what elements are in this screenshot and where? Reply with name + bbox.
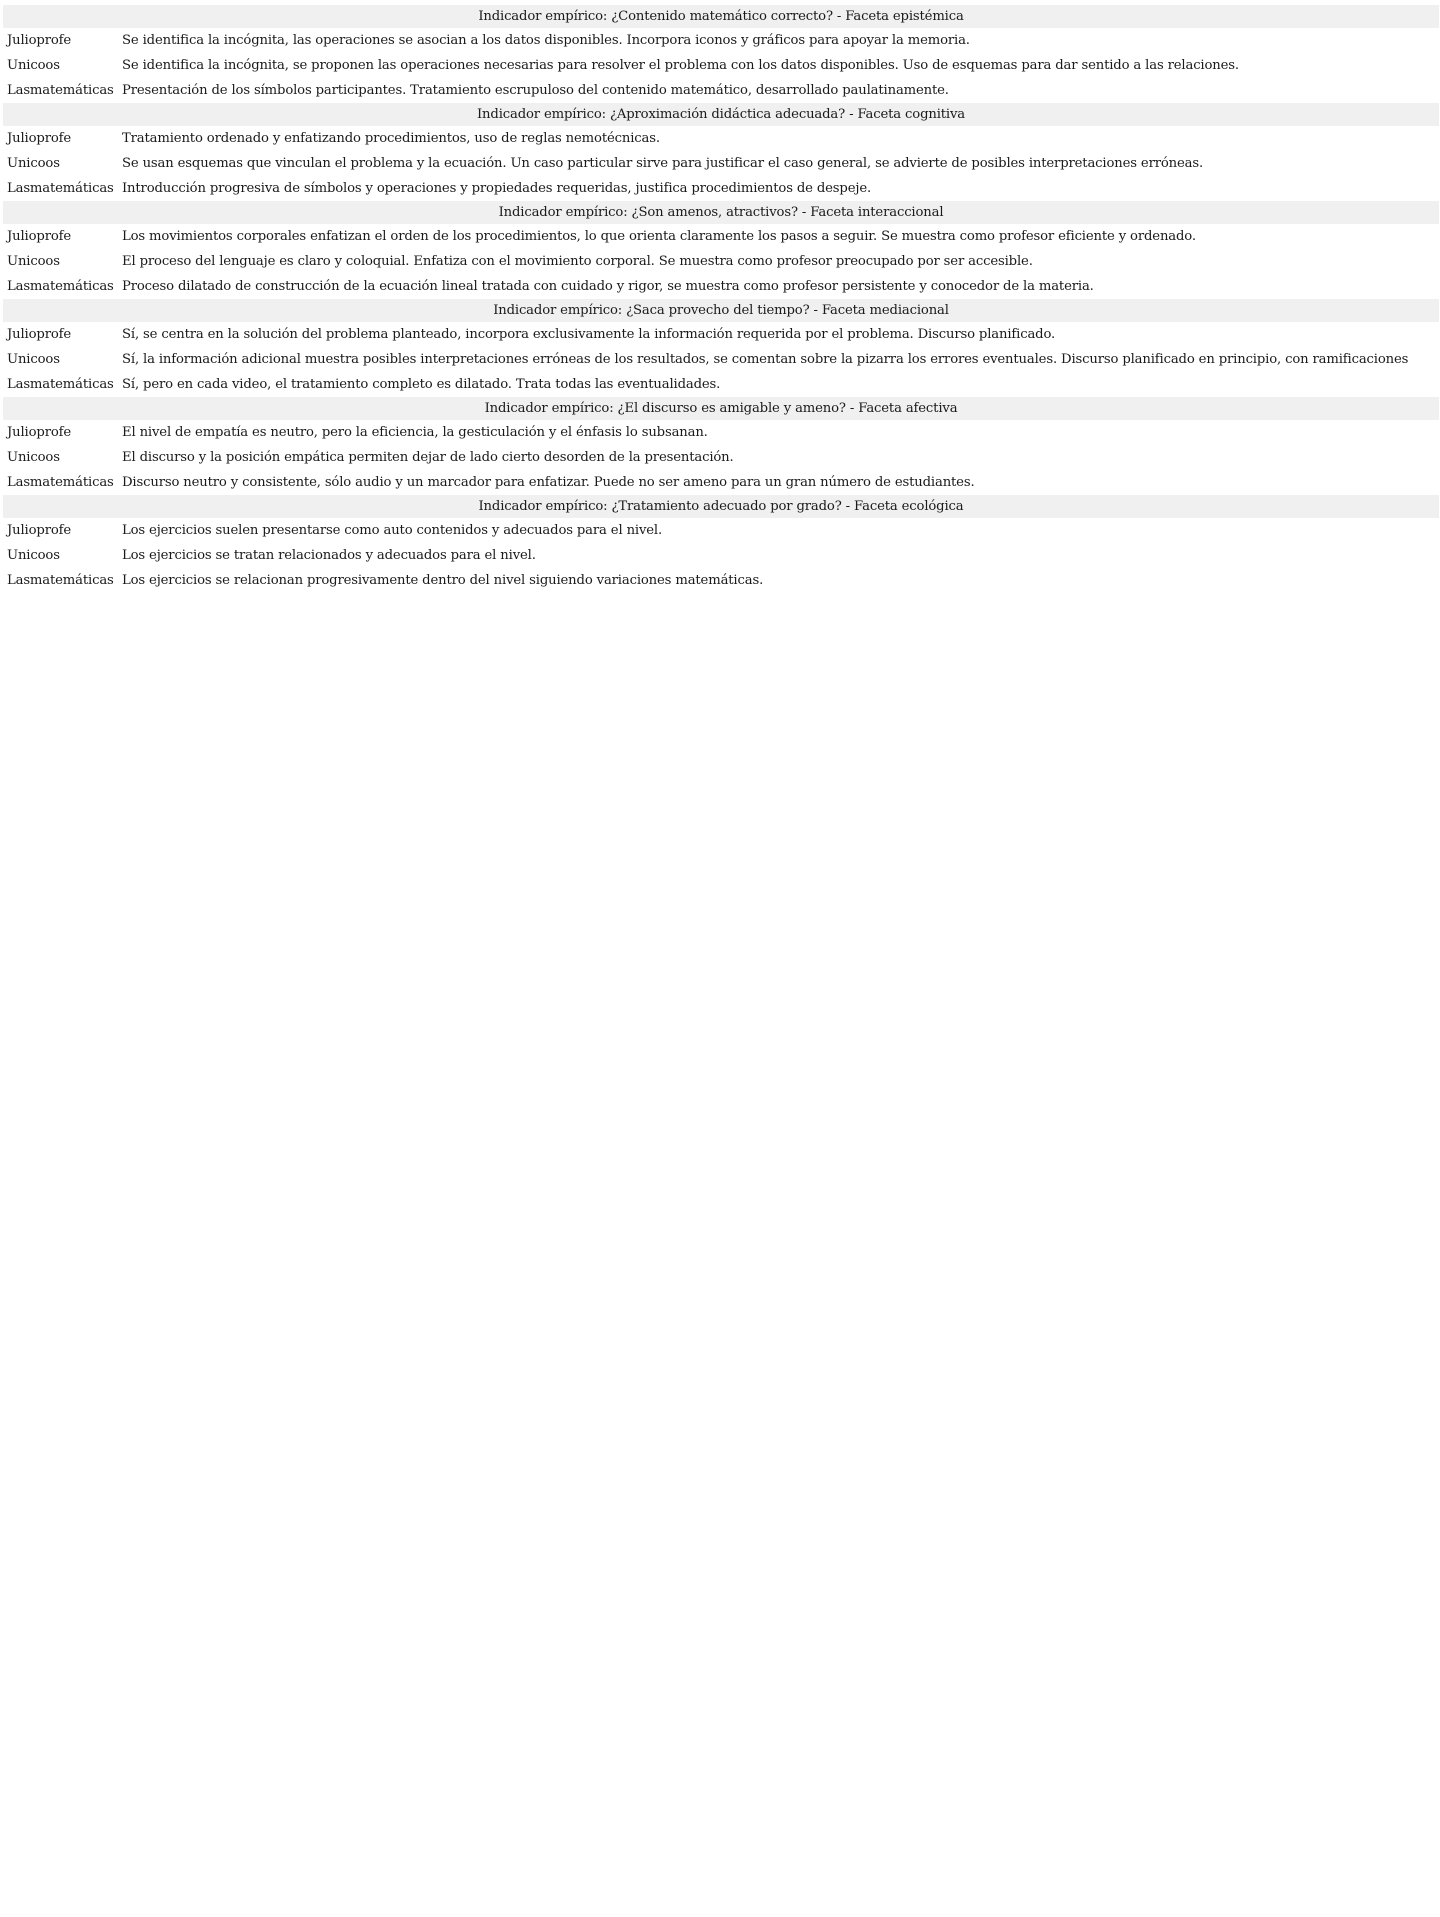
section-header: Indicador empírico: ¿Contenido matemático correcto? - Faceta epistémica — [3, 5, 1439, 28]
section-header: Indicador empírico: ¿Aproximación didáctica adecuada? - Faceta cognitiva — [3, 103, 1439, 126]
table-row — [3, 543, 1439, 568]
channel-name: Unicoos — [7, 548, 60, 563]
channel-description: Discurso neutro y consistente, sólo audio y un marcador para enfatizar. Puede no ser ameno para un gran número de estudiantes. — [122, 475, 975, 490]
channel-name: Unicoos — [7, 450, 60, 465]
table-row — [3, 470, 1439, 495]
channel-name: Julioprofe — [7, 229, 72, 244]
channel-name: Lasmatemáticas — [7, 83, 114, 98]
channel-description: Los ejercicios se relacionan progresivamente dentro del nivel siguiendo variaciones matemáticas. — [122, 573, 764, 588]
channel-name: Julioprofe — [7, 523, 72, 538]
table-row — [3, 224, 1439, 249]
channel-description: Tratamiento ordenado y enfatizando procedimientos, uso de reglas nemotécnicas. — [122, 131, 660, 146]
section-header: Indicador empírico: ¿El discurso es amigable y ameno? - Faceta afectiva — [3, 397, 1439, 420]
channel-name: Lasmatemáticas — [7, 377, 114, 392]
section-header-row — [3, 495, 1439, 518]
indicators-table-body — [3, 5, 1439, 593]
indicators-table — [3, 5, 1439, 593]
section-header: Indicador empírico: ¿Tratamiento adecuado por grado? - Faceta ecológica — [3, 495, 1439, 518]
channel-name: Lasmatemáticas — [7, 279, 114, 294]
table-row — [3, 151, 1439, 176]
channel-description: Los ejercicios se tratan relacionados y adecuados para el nivel. — [122, 548, 536, 563]
table-row — [3, 372, 1439, 397]
channel-name: Lasmatemáticas — [7, 573, 114, 588]
channel-description: Se usan esquemas que vinculan el problema y la ecuación. Un caso particular sirve para justificar el caso general, se advierte de posibles interpretaciones erróneas. — [122, 156, 1204, 171]
channel-name: Julioprofe — [7, 131, 72, 146]
channel-name: Unicoos — [7, 58, 60, 73]
table-row — [3, 249, 1439, 274]
channel-description: Se identifica la incógnita, se proponen las operaciones necesarias para resolver el problema con los datos disponibles. Uso de esquemas para dar sentido a las relaciones. — [122, 58, 1239, 73]
table-row — [3, 78, 1439, 103]
channel-description: Se identifica la incógnita, las operaciones se asocian a los datos disponibles. Incorpora iconos y gráficos para apoyar la memoria. — [122, 33, 970, 48]
document-page — [3, 5, 1439, 593]
section-header-row — [3, 103, 1439, 126]
table-row — [3, 176, 1439, 201]
channel-name: Julioprofe — [7, 327, 72, 342]
section-header-row — [3, 299, 1439, 322]
channel-name: Unicoos — [7, 156, 60, 171]
channel-description: Los movimientos corporales enfatizan el orden de los procedimientos, lo que orienta claramente los pasos a seguir. Se muestra como profesor eficiente y ordenado. — [122, 229, 1196, 244]
channel-description: Sí, se centra en la solución del problema planteado, incorpora exclusivamente la información requerida por el problema. Discurso planificado. — [122, 327, 1056, 342]
channel-description: Proceso dilatado de construcción de la ecuación lineal tratada con cuidado y rigor, se muestra como profesor persistente y conocedor de la materia. — [122, 279, 1094, 294]
table-row — [3, 28, 1439, 53]
channel-name: Lasmatemáticas — [7, 181, 114, 196]
channel-name: Unicoos — [7, 352, 60, 367]
channel-description: El discurso y la posición empática permiten dejar de lado cierto desorden de la presentación. — [122, 450, 734, 465]
table-row — [3, 347, 1439, 372]
channel-description: Los ejercicios suelen presentarse como auto contenidos y adecuados para el nivel. — [122, 523, 663, 538]
section-header-row — [3, 5, 1439, 28]
channel-description: Introducción progresiva de símbolos y operaciones y propiedades requeridas, justifica procedimientos de despeje. — [122, 181, 872, 196]
channel-name: Unicoos — [7, 254, 60, 269]
table-row — [3, 274, 1439, 299]
table-row — [3, 445, 1439, 470]
channel-name: Lasmatemáticas — [7, 475, 114, 490]
section-header: Indicador empírico: ¿Saca provecho del tiempo? - Faceta mediacional — [3, 299, 1439, 322]
table-row — [3, 53, 1439, 78]
channel-description: Sí, la información adicional muestra posibles interpretaciones erróneas de los resultados, se comentan sobre la pizarra los errores eventuales. Discurso planificado en principio, con ramificaciones — [122, 352, 1409, 367]
table-row — [3, 568, 1439, 593]
section-header: Indicador empírico: ¿Son amenos, atractivos? - Faceta interaccional — [3, 201, 1439, 224]
channel-description: El proceso del lenguaje es claro y coloquial. Enfatiza con el movimiento corporal. Se muestra como profesor preocupado por ser accesible. — [122, 254, 1033, 269]
section-header-row — [3, 397, 1439, 420]
table-row — [3, 420, 1439, 445]
table-row — [3, 322, 1439, 347]
channel-description: Presentación de los símbolos participantes. Tratamiento escrupuloso del contenido matemático, desarrollado paulatinamente. — [122, 83, 949, 98]
channel-description: Sí, pero en cada video, el tratamiento completo es dilatado. Trata todas las eventualidades. — [122, 377, 721, 392]
section-header-row — [3, 201, 1439, 224]
channel-name: Julioprofe — [7, 425, 72, 440]
channel-name: Julioprofe — [7, 33, 72, 48]
table-row — [3, 518, 1439, 543]
channel-description: El nivel de empatía es neutro, pero la eficiencia, la gesticulación y el énfasis lo subsanan. — [122, 425, 708, 440]
table-row — [3, 126, 1439, 151]
